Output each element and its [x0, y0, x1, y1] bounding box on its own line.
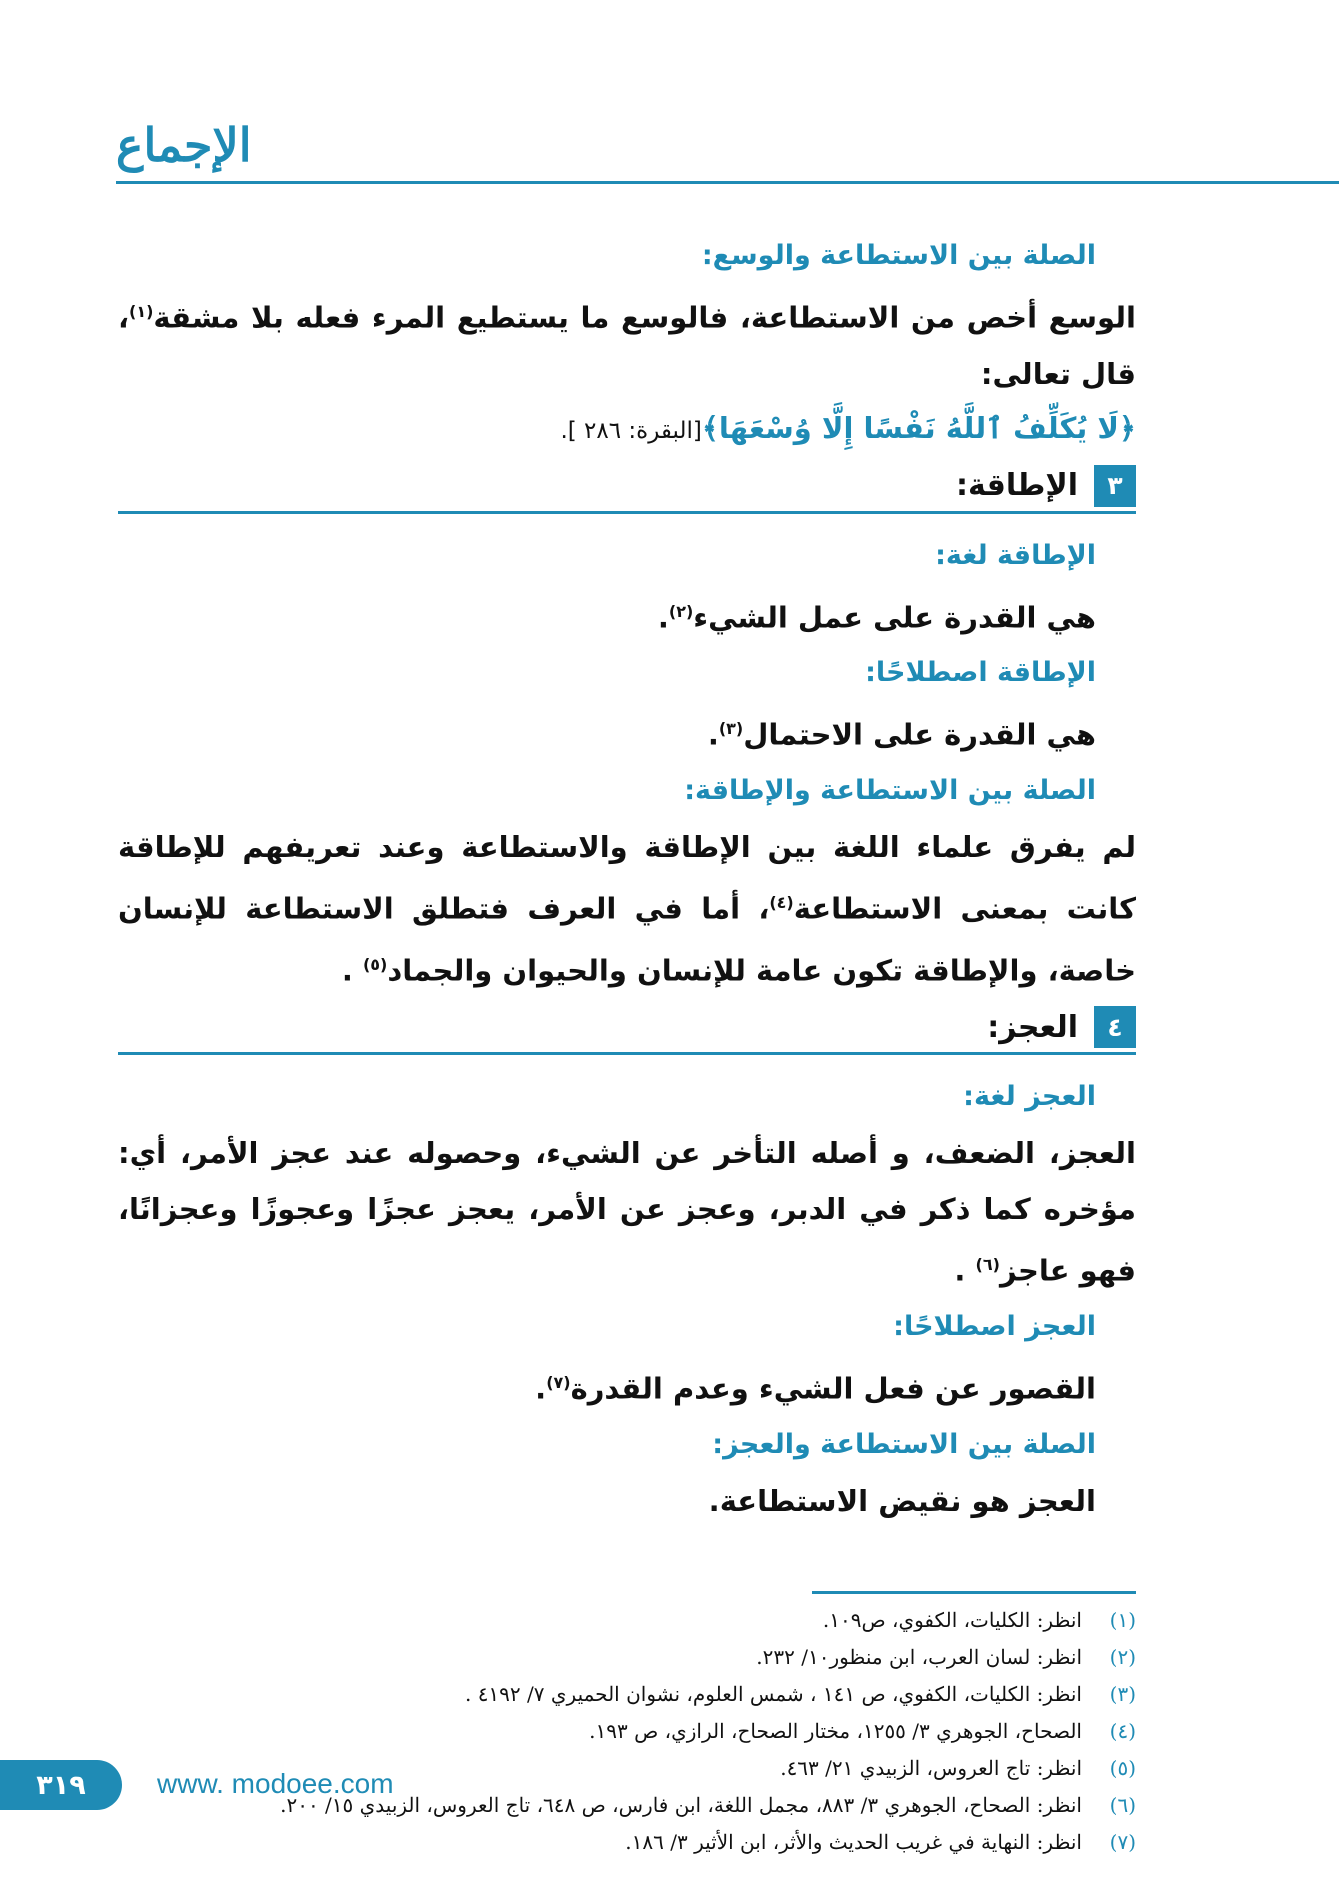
footnote-item — [118, 1602, 1136, 1639]
section-4-title: العجز: — [987, 1009, 1078, 1045]
section-3-number: ٣ — [1094, 465, 1136, 507]
footnote-ref-7[interactable]: (٧) — [546, 1372, 571, 1392]
para-ajz-istilah — [118, 1355, 1096, 1417]
heading-ajz-lugha: العجز لغة: — [963, 1081, 1096, 1113]
footnote-ref-2[interactable]: (٢) — [668, 601, 694, 621]
para-ajz-lugha-text: العجز، الضعف، و أصله التأخر عن الشيء، وحصوله عند عجز الأمر، أي: مؤخره كما ذكر في الدبر، وعجز عن الأمر، يعجز عجزًا وعجوزًا وعجزانًا، فهو عاجز — [118, 1136, 1136, 1288]
verse-text: ﴿لَا يُكَلِّفُ ٱللَّهُ نَفْسًا إِلَّا وُسْعَهَا﴾ — [701, 410, 1136, 445]
heading-itaqa-lugha: الإطاقة لغة: — [935, 539, 1096, 571]
heading-istitaa-itaqa: الصلة بين الاستطاعة والإطاقة: — [684, 774, 1096, 806]
footnote-item — [118, 1639, 1136, 1676]
footnote-number: (٦) — [1109, 1792, 1136, 1817]
para-itaqa-istilah-text: هي القدرة على الاحتمال — [743, 717, 1096, 752]
footnote-ref-3[interactable]: (٣) — [718, 719, 744, 739]
section-3-title: الإطاقة: — [956, 468, 1078, 504]
footnote-text: انظر: النهاية في غريب الحديث والأثر، ابن الأثير ٣/ ١٨٦. — [625, 1829, 1082, 1854]
footnote-ref-1[interactable]: (١) — [129, 302, 154, 321]
para-itaqa-istilah-end: . — [707, 717, 719, 752]
footnote-item — [118, 1713, 1136, 1750]
website-link[interactable]: www. modoee.com — [157, 1768, 394, 1799]
verse-source: [البقرة: ٢٨٦ ]. — [560, 417, 702, 444]
para-wus-tail: ، قال تعالى: — [118, 300, 1136, 391]
para-wus-text: الوسع أخص من الاستطاعة، فالوسع ما يستطيع المرء فعله بلا مشقة — [153, 300, 1136, 335]
footnote-divider — [812, 1591, 1136, 1594]
heading-istitaa-wus: الصلة بين الاستطاعة والوسع: — [701, 240, 1096, 271]
heading-ajz-istilah: العجز اصطلاحًا: — [893, 1310, 1096, 1342]
footnote-item — [118, 1676, 1136, 1713]
section-4-number: ٤ — [1094, 1006, 1136, 1048]
footnote-ref-6[interactable]: (٦) — [975, 1255, 1000, 1275]
para-itaqa-lugha-end: . — [657, 600, 669, 635]
footnote-number: (٤) — [1109, 1718, 1136, 1743]
footnote-text: الصحاح، الجوهري ٣/ ١٢٥٥، مختار الصحاح، الرازي، ص ١٩٣. — [589, 1718, 1082, 1743]
para-istitaa-itaqa-p2: ، أما في العرف فتطلق الاستطاعة للإنسان خاصة، والإطاقة تكون عامة للإنسان والحيوان والجماد — [118, 891, 1136, 988]
quran-verse — [118, 402, 1136, 457]
heading-itaqa-istilah: الإطاقة اصطلاحًا: — [865, 657, 1096, 689]
footnote-text: انظر: تاج العروس، الزبيدي ٢١/ ٤٦٣. — [780, 1755, 1082, 1780]
para-itaqa-istilah — [118, 701, 1096, 763]
heading-istitaa-ajz: الصلة بين الاستطاعة والعجز: — [712, 1428, 1096, 1460]
para-ajz-lugha — [118, 1125, 1136, 1299]
footnote-text: انظر: لسان العرب، ابن منظور١٠/ ٢٣٢. — [756, 1644, 1082, 1669]
footnote-item — [118, 1824, 1136, 1861]
para-istitaa-itaqa-end: . — [341, 953, 363, 988]
footnote-number: (٥) — [1109, 1755, 1136, 1780]
para-itaqa-lugha — [118, 584, 1096, 646]
page-title: الإجماع — [116, 118, 252, 172]
footnote-number: (٢) — [1109, 1644, 1136, 1669]
para-ajz-istilah-text: القصور عن فعل الشيء وعدم القدرة — [570, 1371, 1096, 1406]
footnote-number: (٧) — [1109, 1829, 1136, 1854]
footnote-text: انظر: الصحاح، الجوهري ٣/ ٨٨٣، مجمل اللغة، ابن فارس، ص ٦٤٨، تاج العروس، الزبيدي ١٥/ ٢٠٠. — [280, 1792, 1082, 1817]
header-rule — [116, 181, 1339, 184]
section-4-header — [118, 1002, 1136, 1055]
para-wus — [118, 284, 1136, 402]
footnote-ref-5[interactable]: (٥) — [362, 954, 388, 974]
footnote-number: (٣) — [1109, 1681, 1136, 1706]
footnote-number: (١) — [1109, 1607, 1136, 1632]
para-ajz-istilah-end: . — [535, 1371, 547, 1406]
footnote-text: انظر: الكليات، الكفوي، ص١٠٩. — [822, 1607, 1082, 1632]
para-istitaa-itaqa — [118, 819, 1136, 998]
footnote-text: انظر: الكليات، الكفوي، ص ١٤١ ، شمس العلوم، نشوان الحميري ٧/ ٤١٩٢ . — [464, 1681, 1082, 1706]
section-3-header — [118, 461, 1136, 514]
para-itaqa-lugha-text: هي القدرة على عمل الشيء — [693, 600, 1096, 635]
main-content — [118, 228, 1136, 1861]
para-ajz-lugha-end: . — [954, 1253, 976, 1288]
page-number: ٣١٩ — [0, 1760, 122, 1810]
footnote-ref-4[interactable]: (٤) — [769, 892, 794, 912]
para-istitaa-itaqa-p1: لم يفرق علماء اللغة بين الإطاقة والاستطاعة وعند تعريفهم للإطاقة كانت بمعنى الاستطاعة — [118, 829, 1136, 926]
para-istitaa-ajz: العجز هو نقيض الاستطاعة. — [708, 1483, 1096, 1518]
